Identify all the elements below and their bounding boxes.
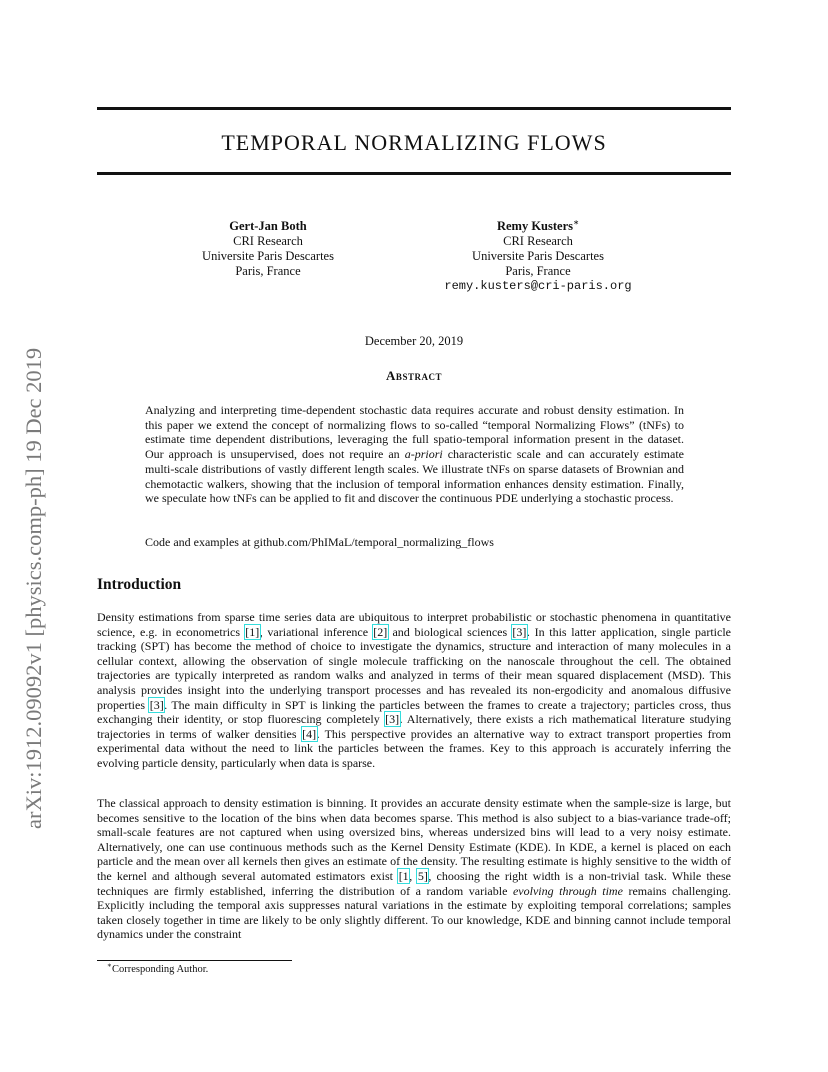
author-institution: Universite Paris Descartes	[202, 249, 334, 263]
arxiv-stamp: arXiv:1912.09092v1 [physics.comp-ph] 19 Dec 2019	[21, 347, 46, 829]
author-location: Paris, France	[505, 264, 571, 278]
title-word-2-initial: N	[354, 130, 372, 155]
abstract-heading: Abstract	[386, 368, 442, 383]
title-word-2-rest: ORMALIZING	[371, 130, 521, 155]
citation-link[interactable]: [3]	[149, 697, 164, 712]
abstract-text	[145, 403, 684, 506]
paragraph-text: . This perspective provides an alternative way to extract transport properties from experimental data without the need to link the particles between the frames. Key to this approach is accurately inferring the evolving particle density, particularly when data is sparse.	[97, 726, 731, 770]
paragraph-text: and biological sciences	[387, 624, 512, 639]
author-name	[428, 216, 648, 234]
intro-paragraph-1	[97, 610, 731, 771]
citation-separator: ,	[409, 868, 418, 883]
paragraph-text: . The main difficulty in SPT is linking the particles between the frames to create a trajectory; particles cross, thus exchanging their identity, or stop fluorescing completely	[97, 697, 731, 727]
paragraph-text: , variational inference	[259, 624, 373, 639]
abstract-text-part-1: Analyzing and interpreting time-dependent stochastic data requires accurate and robust density estimation. In this paper we extend the concept of normalizing flows to so-called “temporal Normalizing Flows” (tNFs) to estimate time dependent distributions, leveraging the full spatio-temporal information present in the dataset. Our approach is unsupervised, does not require an	[145, 403, 684, 462]
paragraph-text: Density estimations from sparse time series data are ubiquitous to interpret probabilistic or stochastic phenomena in quantitative science, e.g. in econometrics	[97, 610, 731, 639]
paragraph-italic-text: evolving through time	[512, 883, 623, 898]
paper-date: December 20, 2019	[364, 334, 464, 348]
author-location: Paris, France	[235, 264, 301, 278]
citation-link[interactable]: [1	[398, 868, 409, 883]
citation-link[interactable]: [2]	[373, 624, 388, 639]
footnote-text: Corresponding Author.	[112, 964, 209, 975]
citation-link[interactable]: 5]	[417, 868, 428, 883]
footnote-marker: ∗	[107, 960, 112, 970]
citation-link[interactable]: [4]	[302, 726, 317, 741]
paragraph-text: remains challenging. Explicitly including the temporal axis suppresses natural variations in the estimate by exploiting temporal correlations; samples taken closely together in time are likely to be only slightly different. To our knowledge, KDE and binning cannot include temporal dynamics under the constraint	[97, 883, 731, 942]
paper-title	[97, 128, 731, 158]
author-name-text: Remy Kusters	[496, 219, 573, 233]
footnote	[107, 960, 209, 976]
author-email[interactable]: remy.kusters@cri-paris.org	[444, 279, 632, 293]
paragraph-text: The classical approach to density estimation is binning. It provides an accurate density estimate when the sample-size is large, but becomes sensitive to the location of the bins when data becomes sparse. This method is also subject to a bias-variance trade-off; small-scale features are not captured when using oversized bins, whereas undersized bins will lead to a very noisy estimate. Alternatively, one can use continuous methods such as the Kernel Density Estimate (KDE). In KDE, a kernel is placed on each particle and the mean over all kernels then gives an estimate of the density. The resulting estimate is highly sensitive to the width of the kernel and although several automated estimators exist	[97, 796, 731, 883]
paragraph-text: . In this latter application, single particle tracking (SPT) has become the method of choice to investigate the dynamics, structure and interaction of many molecules in a cellular context, allowing the observation of single molecule trafficking on the nanoscale throughout the cell. The obtained trajectories are typically interpreted as random walks and analyzed in terms of their mean squared displacement (MSD). This analysis provides insight into the underlying transport processes and has revealed its non-ergodicity and anomalous diffusive properties	[97, 624, 731, 712]
title-rule-top	[97, 107, 731, 110]
abstract-text-part-2: characteristic scale and can accurately estimate multi-scale distributions of vastly different length scales. We illustrate tNFs on sparse datasets of Brownian and chemotactic walkers, showing that the inclusion of temporal information enhances density estimation. Finally, we speculate how tNFs can be applied to fit and discover the continuous PDE underlying a stochastic process.	[145, 447, 684, 506]
title-word-3-initial: F	[527, 130, 541, 155]
title-word-1-rest: EMPORAL	[235, 130, 348, 155]
title-word-1-initial: T	[221, 130, 236, 155]
author-institution: Universite Paris Descartes	[472, 249, 604, 263]
section-heading-introduction: Introduction	[97, 576, 182, 593]
citation-link[interactable]: [1]	[245, 624, 260, 639]
title-word-3-rest: LOWS	[540, 130, 607, 155]
author-block-2	[428, 216, 648, 294]
author-name: Gert-Jan Both	[229, 219, 307, 233]
paragraph-text: , choosing the right width is a non-trivial task. While these techniques are firmly established, inferring the distribution of a random variable	[97, 868, 732, 898]
author-affiliation: CRI Research	[233, 234, 303, 248]
author-block-1	[168, 219, 368, 279]
abstract-italic-term: a-priori	[404, 447, 443, 462]
citation-link[interactable]: [3]	[385, 712, 400, 727]
author-affiliation: CRI Research	[503, 234, 573, 248]
intro-paragraph-2	[97, 796, 731, 942]
title-rule-bottom	[97, 172, 731, 175]
code-link-line: Code and examples at github.com/PhIMaL/temporal_normalizing_flows	[145, 535, 494, 549]
footnote-rule	[97, 960, 292, 961]
citation-link[interactable]: [3]	[512, 624, 527, 639]
footnote-marker: ∗	[572, 216, 580, 227]
paragraph-text: . Alternatively, there exists a rich mathematical literature studying trajectories in terms of walker densities	[97, 712, 732, 741]
